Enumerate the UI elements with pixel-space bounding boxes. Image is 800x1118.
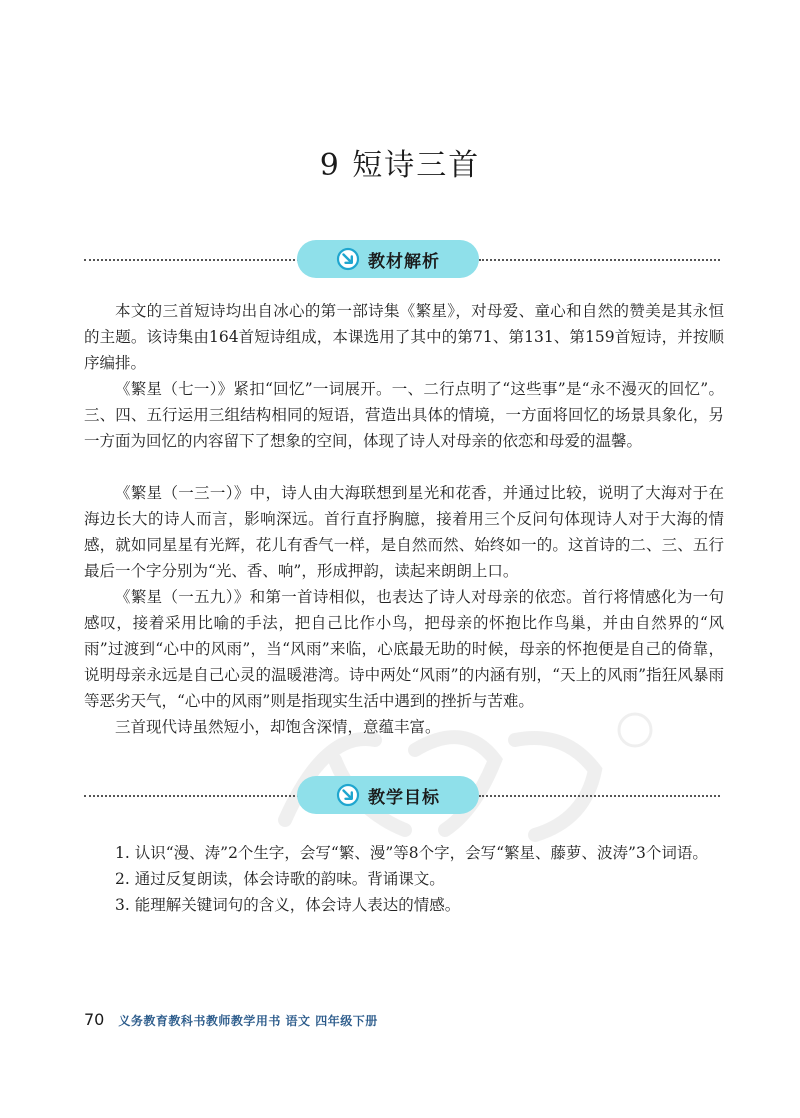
- arrow-circle-icon: [336, 783, 360, 807]
- page-number: 70: [84, 1010, 105, 1029]
- divider: [479, 259, 720, 261]
- divider: [84, 795, 299, 797]
- list-item: 3. 能理解关键词句的含义，体会诗人表达的情感。: [115, 896, 461, 914]
- list-item: 2. 通过反复朗读，体会诗歌的韵味。背诵课文。: [115, 870, 445, 888]
- section-pill: [297, 776, 479, 814]
- paragraph: 《繁星（七一）》紧扣“回忆”一词展开。一、二行点明了“这些事”是“永不漫灭的回忆”。三、四、五行运用三组结构相同的短语，营造出具体的情境，一方面将回忆的场景具象化，另一方面为回忆的内容留下了想象的空间，体现了诗人对母亲的依恋和母爱的温馨。: [84, 380, 724, 450]
- goals-list: [84, 840, 724, 918]
- section-header-analysis: [84, 240, 720, 280]
- divider: [479, 795, 720, 797]
- page-footer: [84, 1010, 378, 1029]
- paragraph: 《繁星（一三一）》中，诗人由大海联想到星光和花香，并通过比较，说明了大海对于在海边长大的诗人而言，影响深远。首行直抒胸臆，接着用三个反问句体现诗人对于大海的情感，就如同星星有光辉，花儿有香气一样，是自然而然、始终如一的。这首诗的二、三、五行最后一个字分别为“光、香、响”，形成押韵，读起来朗朗上口。: [84, 484, 724, 580]
- lesson-title: 9 短诗三首: [319, 148, 481, 183]
- divider: [84, 259, 299, 261]
- section-title: 教学目标: [368, 787, 440, 808]
- paragraph: 本文的三首短诗均出自冰心的第一部诗集《繁星》，对母爱、童心和自然的赞美是其永恒的主题。该诗集由164首短诗组成，本课选用了其中的第71、第131、第159首短诗，并按顺序编排。: [84, 302, 724, 372]
- section-pill: [297, 240, 479, 278]
- book-title: 义务教育教科书教师教学用书 语文 四年级下册: [118, 1014, 378, 1028]
- list-item: 1. 认识“漫、涛”2个生字，会写“繁、漫”等8个字，会写“繁星、藤萝、波涛”3个词语。: [115, 844, 708, 862]
- arrow-circle-icon: [336, 247, 360, 271]
- section-title: 教材解析: [368, 251, 440, 272]
- paragraph: 《繁星（一五九）》和第一首诗相似，也表达了诗人对母亲的依恋。首行将情感化为一句感叹，接着采用比喻的手法，把自己比作小鸟，把母亲的怀抱比作鸟巢，并由自然界的“风雨”过渡到“心中的风雨”，当“风雨”来临，心底最无助的时候，母亲的怀抱便是自己的倚靠，说明母亲永远是自己心灵的温暖港湾。诗中两处“风雨”的内涵有别，“天上的风雨”指狂风暴雨等恶劣天气，“心中的风雨”则是指现实生活中遇到的挫折与苦难。: [84, 588, 724, 710]
- paragraph: 三首现代诗虽然短小，却饱含深情，意蕴丰富。: [115, 718, 441, 736]
- section-header-goals: [84, 776, 720, 816]
